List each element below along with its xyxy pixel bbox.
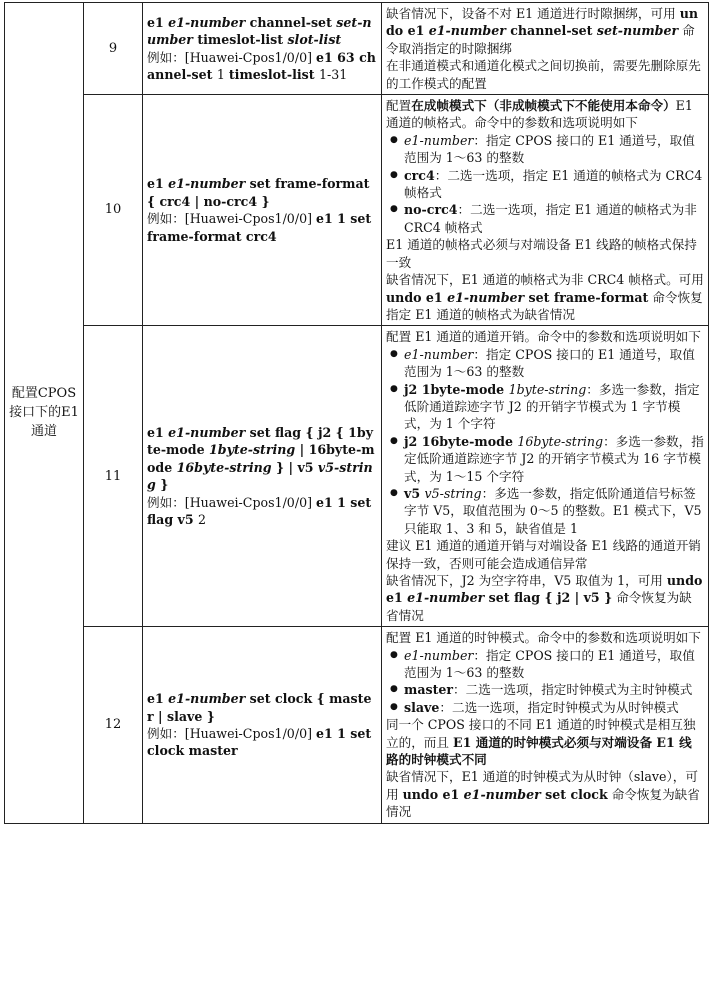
text-run: 命令恢复为缺省情况 — [386, 590, 692, 623]
text-run: 例如：[Huawei-Cpos1/0/0] — [147, 725, 316, 741]
text-run: e1 — [147, 176, 169, 192]
bullet-icon: ● — [390, 701, 398, 712]
text-run: 1-31 — [318, 66, 348, 82]
description-cell — [382, 326, 709, 627]
text-run: e1 — [147, 691, 169, 707]
list-item — [386, 433, 704, 485]
text-run: ：指定 CPOS 接口的 E1 通道号，取值范围为 1～63 的整数 — [404, 647, 695, 681]
text-run: timeslot-list — [192, 32, 288, 48]
text-run: 建议 E1 通道的通道开销与对端设备 E1 线路的通道开销保持一致，否则可能会造成通信异常 — [386, 538, 701, 571]
text-run: set clock { master | slave } — [147, 691, 372, 724]
command-syntax — [147, 690, 377, 725]
text-run: timeslot-list — [228, 66, 319, 82]
category-cell: 配置CPOS接口下的E1通道 — [5, 3, 84, 824]
text-run: E1 通道的帧格式。命令中的参数和选项说明如下 — [386, 98, 693, 131]
text-run: e1-number — [447, 289, 525, 305]
command-syntax — [147, 14, 377, 49]
text-run: ：二选一选项，指定时钟模式为主时钟模式 — [453, 682, 693, 698]
text-run: channel-set — [245, 14, 337, 30]
text-run: 缺省情况下，设备不对 E1 通道进行时隙捆绑，可用 — [386, 6, 680, 21]
bullet-icon: ● — [390, 134, 398, 145]
table-row — [5, 3, 709, 95]
text-run: undo e1 — [386, 6, 699, 39]
text-run: v5-string — [147, 459, 373, 493]
text-run: 缺省情况下，E1 通道的帧格式为非 CRC4 帧格式。可用 — [386, 272, 704, 288]
list-item — [386, 485, 704, 537]
text-run: e1-number — [168, 691, 246, 707]
text-run: 1 — [216, 66, 229, 82]
text-run: ：多选一参数，指定低阶通道踪迹字节 J2 的开销字节模式为 1 字节模式，为 1 个字符 — [404, 381, 700, 432]
text-run: } — [155, 477, 169, 493]
text-run: ：多选一参数，指定低阶通道信号标签字节 V5，取值范围为 0～5 的整数。E1 模式下，V5 只能取 1、3 和 5，缺省值是 1 — [404, 485, 702, 536]
text-run: e1-number — [428, 23, 506, 39]
text-run: set frame-format — [524, 289, 649, 305]
text-run: e1-number — [463, 786, 541, 802]
bullet-icon: ● — [390, 169, 398, 180]
text-run: no-crc4 — [404, 202, 458, 218]
text-run: e1-number — [168, 425, 246, 441]
description-paragraph — [386, 97, 704, 132]
description-cell — [382, 627, 709, 823]
text-run: 缺省情况下，J2 为空字符串，V5 取值为 1，可用 — [386, 573, 667, 588]
text-run: ：多选一参数，指定低阶通道踪迹字节 J2 的开销字节模式为 16 字节模式，为 1～15 个字符 — [404, 433, 704, 484]
text-run: 在成帧模式下（非成帧模式下不能使用本命令） — [411, 98, 676, 114]
list-item — [386, 167, 704, 202]
text-run: undo e1 — [386, 289, 448, 305]
config-table-body — [5, 3, 709, 824]
command-syntax — [147, 424, 377, 494]
text-run: crc4 — [404, 167, 435, 183]
text-run: ：指定 CPOS 接口的 E1 通道号，取值范围为 1～63 的整数 — [404, 132, 695, 166]
text-run: 命令恢复为缺省情况 — [386, 786, 700, 820]
text-run: set clock — [540, 786, 608, 802]
text-run: e1 1 set clock master — [147, 725, 372, 759]
text-run: E1 通道的时钟模式必须与对端设备 E1 线路的时钟模式不同 — [386, 734, 692, 768]
list-item — [386, 201, 704, 236]
text-run: E1 通道的帧格式必须与对端设备 E1 线路的帧格式保持一致 — [386, 237, 697, 270]
text-run: j2 1byte-mode — [404, 381, 509, 397]
text-run: 命令取消指定的时隙捆绑 — [386, 23, 695, 56]
text-run: master — [404, 682, 454, 698]
command-cell — [143, 627, 382, 823]
text-run: e1 — [147, 14, 169, 30]
text-run: } | v5 — [271, 459, 318, 475]
description-cell — [382, 95, 709, 326]
text-run: set flag { j2 | v5 } — [484, 590, 613, 606]
text-run: v5-string — [424, 485, 482, 501]
text-run: e1-number — [404, 647, 474, 663]
table-row — [5, 95, 709, 326]
text-run: e1-number — [168, 14, 246, 30]
text-run: 配置 — [386, 98, 412, 114]
text-run: e1-number — [404, 346, 474, 362]
command-cell — [143, 3, 382, 95]
description-paragraph — [386, 629, 704, 646]
command-cell — [143, 326, 382, 627]
option-list — [386, 647, 704, 717]
text-run: undo e1 — [386, 573, 703, 606]
text-run: | 16byte-mode — [147, 442, 375, 475]
command-example — [147, 49, 377, 84]
text-run: j2 16byte-mode — [404, 433, 518, 449]
step-number: 9 — [84, 3, 143, 95]
step-number: 12 — [84, 627, 143, 823]
text-run: set-number — [596, 23, 679, 39]
command-example — [147, 494, 377, 529]
text-run: e1 1 set flag v5 — [147, 494, 372, 528]
text-run: e1-number — [168, 176, 246, 192]
text-run: ：二选一选项，指定 E1 通道的帧格式为 CRC4 帧格式 — [404, 167, 703, 201]
bullet-icon: ● — [390, 435, 398, 446]
text-run: ：二选一选项，指定 E1 通道的帧格式为非 CRC4 帧格式 — [404, 202, 697, 235]
text-run: 命令恢复指定 E1 通道的帧格式为缺省情况 — [386, 289, 703, 322]
table-row — [5, 627, 709, 823]
list-item — [386, 132, 704, 167]
command-cell — [143, 95, 382, 326]
text-run: 1byte-string — [209, 442, 296, 458]
description-paragraph — [386, 271, 704, 323]
text-run: 16byte-string — [517, 433, 604, 449]
text-run: 2 — [197, 512, 206, 528]
text-run: set-number — [147, 14, 372, 48]
text-run: slave — [404, 699, 440, 715]
text-run: 配置 E1 通道的时钟模式。命令中的参数和选项说明如下 — [386, 630, 701, 646]
text-run: slot-list — [287, 32, 342, 48]
description-paragraph — [386, 537, 704, 572]
bullet-icon: ● — [390, 684, 398, 695]
description-paragraph — [386, 57, 704, 92]
text-run: channel-set — [505, 23, 597, 39]
description-paragraph — [386, 716, 704, 768]
bullet-icon: ● — [390, 649, 398, 660]
list-item — [386, 699, 704, 716]
option-list — [386, 346, 704, 537]
description-paragraph — [386, 5, 704, 57]
text-run: v5 — [404, 485, 425, 501]
text-run: 16byte-string — [176, 459, 272, 475]
config-table — [4, 2, 709, 824]
bullet-icon: ● — [390, 348, 398, 359]
text-run: 缺省情况下，E1 通道的时钟模式为从时钟（slave），可用 — [386, 769, 698, 802]
description-paragraph — [386, 768, 704, 820]
step-number: 11 — [84, 326, 143, 627]
list-item — [386, 647, 704, 682]
bullet-icon: ● — [390, 204, 398, 215]
text-run: 配置 E1 通道的通道开销。命令中的参数和选项说明如下 — [386, 329, 701, 345]
command-syntax — [147, 175, 377, 210]
table-row — [5, 326, 709, 627]
text-run: set frame-format { crc4 | no-crc4 } — [147, 176, 370, 209]
step-number: 10 — [84, 95, 143, 326]
command-example — [147, 210, 377, 245]
list-item — [386, 681, 704, 698]
text-run: 在非通道模式和通道化模式之间切换前，需要先删除原先的工作模式的配置 — [386, 58, 701, 91]
list-item — [386, 346, 704, 381]
option-list — [386, 132, 704, 236]
list-item — [386, 381, 704, 433]
text-run: 例如：[Huawei-Cpos1/0/0] — [147, 49, 316, 65]
bullet-icon: ● — [390, 383, 398, 394]
text-run: e1 — [147, 425, 169, 441]
text-run: 同一个 CPOS 接口的不同 E1 通道的时钟模式是相互独立的，而且 — [386, 717, 696, 750]
text-run: e1-number — [404, 132, 474, 148]
command-example — [147, 725, 377, 760]
text-run: 例如：[Huawei-Cpos1/0/0] — [147, 494, 316, 510]
description-cell — [382, 3, 709, 95]
text-run: e1-number — [407, 590, 485, 606]
text-run: undo e1 — [402, 786, 464, 802]
description-paragraph — [386, 572, 704, 624]
description-paragraph — [386, 236, 704, 271]
text-run: e1 1 set frame-format crc4 — [147, 211, 372, 244]
bullet-icon: ● — [390, 487, 398, 498]
text-run: e1 63 channel-set — [147, 49, 376, 82]
description-paragraph — [386, 328, 704, 345]
text-run: 例如：[Huawei-Cpos1/0/0] — [147, 211, 316, 227]
text-run: ：指定 CPOS 接口的 E1 通道号，取值范围为 1～63 的整数 — [404, 346, 695, 380]
text-run: ：二选一选项，指定时钟模式为从时钟模式 — [439, 699, 679, 715]
text-run: set flag { j2 { 1byte-mode — [147, 425, 374, 458]
text-run: 1byte-string — [508, 381, 587, 397]
